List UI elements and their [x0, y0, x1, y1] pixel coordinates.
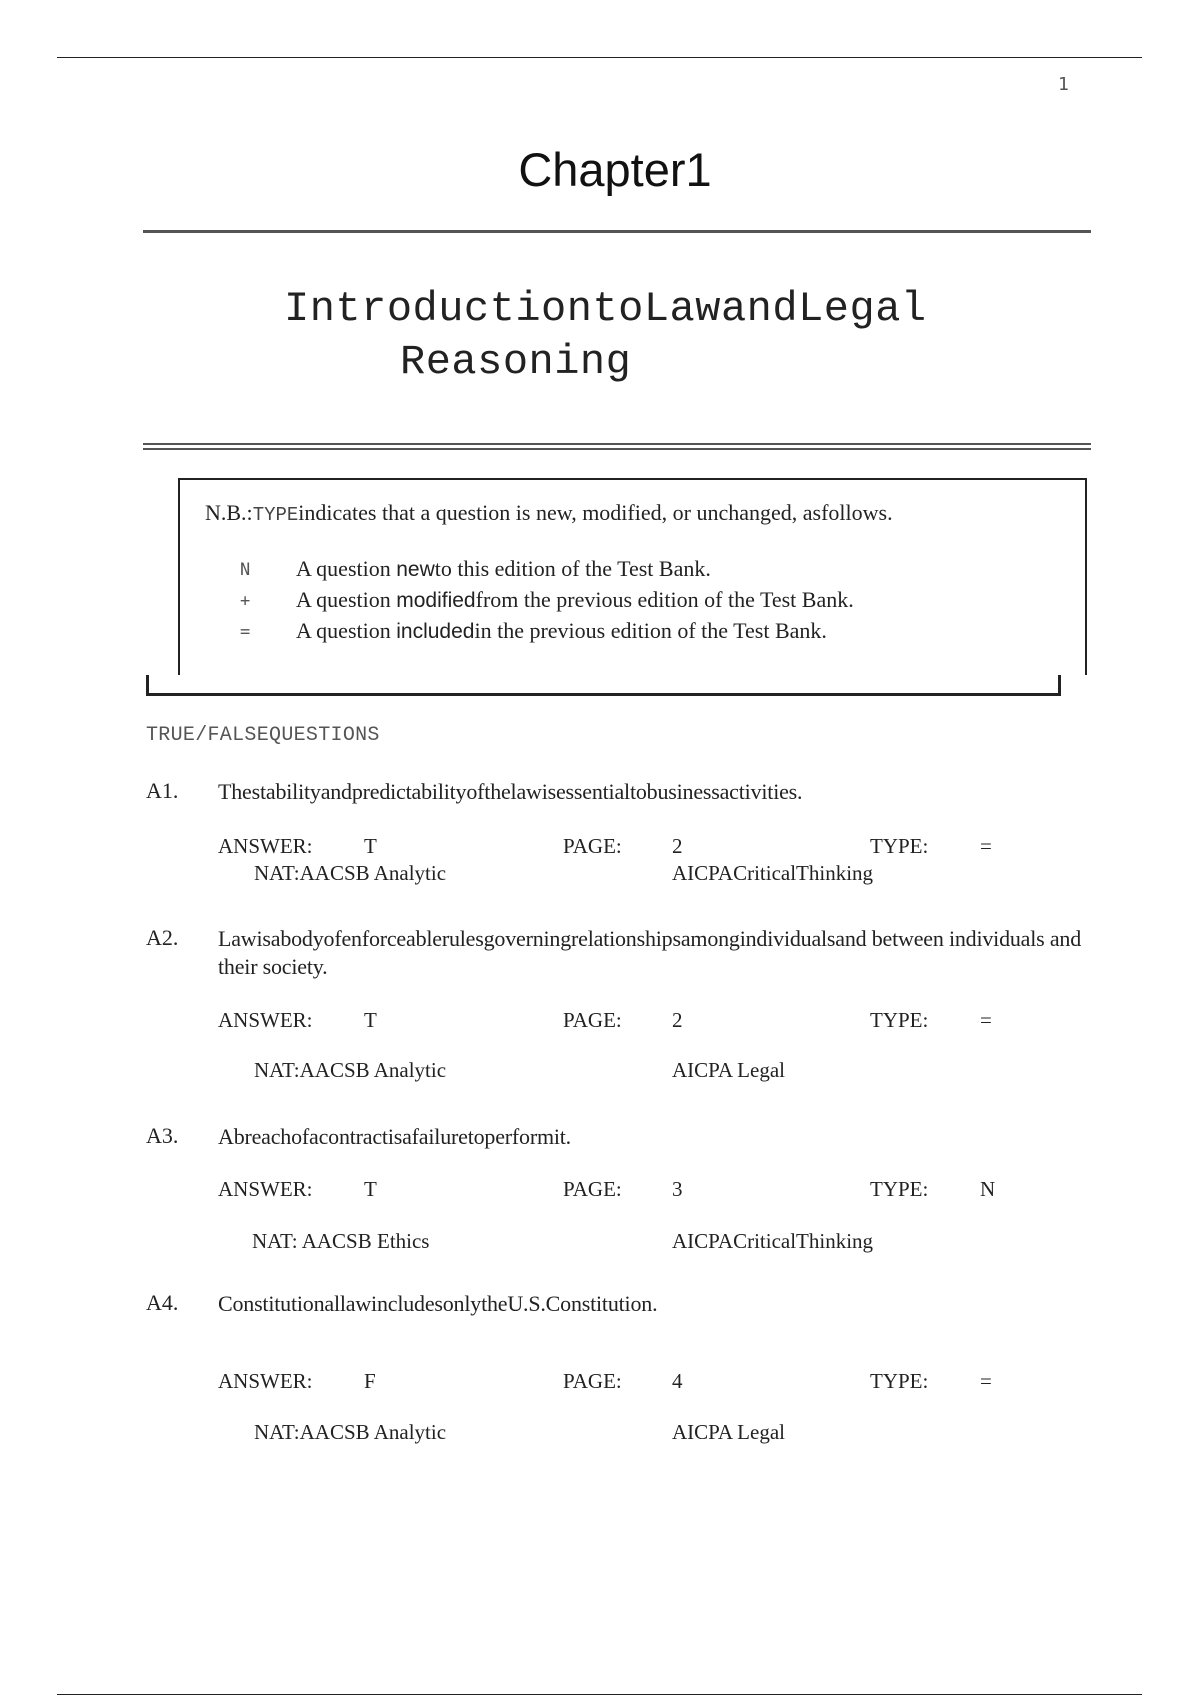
legend-bracket [146, 675, 1061, 696]
type-label: TYPE: [870, 834, 929, 858]
legend-item [296, 587, 854, 613]
legend-item-keyword: new [396, 558, 435, 581]
legend-item-post: to this edition of the Test Bank. [434, 556, 711, 581]
double-divider [143, 443, 1091, 450]
answer-value: T [364, 834, 377, 858]
legend-item-post: in the previous edition of the Test Bank. [474, 618, 827, 643]
aicpa-value: AICPACriticalThinking [672, 1229, 874, 1253]
bottom-rule [57, 1694, 1142, 1695]
question-number: A3. [146, 1123, 179, 1148]
legend-note [205, 500, 893, 526]
legend-item [296, 556, 711, 582]
answer-label: ANSWER: [218, 834, 313, 858]
nat-value: NAT:AACSB Analytic [254, 1058, 447, 1082]
legend-note-prefix: N.B.: [205, 500, 253, 525]
top-rule [57, 57, 1142, 58]
question-number: A4. [146, 1290, 179, 1315]
page-value: 2 [672, 1008, 683, 1032]
page-label: PAGE: [563, 1369, 622, 1393]
section-heading: TRUE/FALSEQUESTIONS [146, 724, 380, 747]
answer-label: ANSWER: [218, 1177, 313, 1201]
question-text: Lawisabodyofenforceablerulesgoverningrelationshipsamongindividualsand between individuals and their society. [218, 926, 1081, 979]
page-label: PAGE: [563, 1177, 622, 1201]
page-label: PAGE: [563, 834, 622, 858]
answer-value: F [364, 1369, 376, 1393]
aicpa-value: AICPACriticalThinking [672, 861, 874, 885]
legend-symbol: + [240, 591, 251, 611]
page-value: 4 [672, 1369, 683, 1393]
question-number: A2. [146, 925, 179, 950]
answer-value: T [364, 1177, 377, 1201]
aicpa-value: AICPA Legal [672, 1058, 785, 1082]
legend-symbol: N [240, 560, 251, 580]
page-number: 1 [1058, 74, 1069, 95]
type-value: = [980, 1369, 992, 1393]
question-number: A1. [146, 778, 179, 803]
type-value: = [980, 834, 992, 858]
chapter-subtitle-line-1: IntroductiontoLawandLegal [284, 285, 927, 333]
legend-item-pre: A question [296, 618, 397, 643]
legend-note-code: TYPE [252, 504, 299, 526]
legend-item [296, 618, 827, 644]
type-label: TYPE: [870, 1177, 929, 1201]
nat-value: NAT: AACSB Ethics [252, 1229, 430, 1253]
legend-item-keyword: modified [396, 589, 476, 612]
page-label: PAGE: [563, 1008, 622, 1032]
answer-label: ANSWER: [218, 1369, 313, 1393]
page-value: 3 [672, 1177, 683, 1201]
type-value: N [980, 1177, 996, 1201]
nat-value: NAT:AACSB Analytic [254, 1420, 447, 1444]
legend-symbol: = [240, 622, 251, 642]
type-value: = [980, 1008, 992, 1032]
legend-item-pre: A question [296, 556, 397, 581]
page-value: 2 [672, 834, 683, 858]
aicpa-value: AICPA Legal [672, 1420, 785, 1444]
answer-label: ANSWER: [218, 1008, 313, 1032]
type-label: TYPE: [870, 1008, 929, 1032]
title-divider [143, 230, 1091, 233]
chapter-title: Chapter1 [518, 143, 712, 196]
legend-note-text: indicates that a question is new, modified, or unchanged, asfollows. [298, 500, 893, 525]
nat-value: NAT:AACSB Analytic [254, 861, 447, 885]
answer-value: T [364, 1008, 377, 1032]
legend-item-pre: A question [296, 587, 397, 612]
chapter-subtitle-line-2: Reasoning [400, 338, 632, 386]
type-label: TYPE: [870, 1369, 929, 1393]
legend-item-keyword: included [396, 620, 475, 643]
question-text: Abreachofacontractisafailuretoperformit. [218, 1124, 571, 1149]
legend-item-post: from the previous edition of the Test Bank. [475, 587, 854, 612]
question-text: Thestabilityandpredictabilityofthelawisessentialtobusinessactivities. [218, 779, 803, 804]
question-text: ConstitutionallawincludesonlytheU.S.Constitution. [218, 1291, 658, 1316]
